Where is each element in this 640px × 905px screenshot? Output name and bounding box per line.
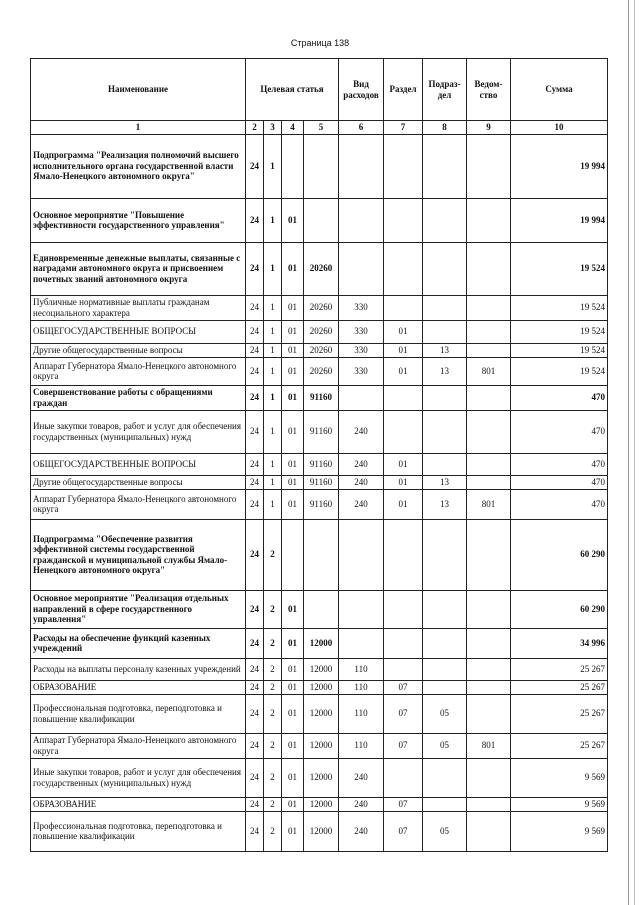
amount-cell: 25 267 <box>511 733 608 758</box>
subsection-cell <box>423 134 467 198</box>
expense-type-cell: 240 <box>339 758 384 797</box>
target-code-4: 01 <box>282 343 304 357</box>
expense-type-cell <box>339 385 384 410</box>
table-row <box>31 519 608 590</box>
expense-type-cell: 240 <box>339 453 384 475</box>
target-code-2: 24 <box>246 489 264 519</box>
department-cell: 801 <box>467 489 511 519</box>
target-code-5: 91160 <box>304 489 339 519</box>
row-name: Аппарат Губернатора Ямало-Ненецкого автономного округа <box>31 489 246 519</box>
column-number: 5 <box>304 121 339 135</box>
table-row <box>31 758 608 797</box>
section-cell <box>384 242 423 295</box>
section-cell <box>384 410 423 453</box>
target-code-5: 12000 <box>304 628 339 658</box>
target-code-3: 1 <box>264 385 282 410</box>
row-name: Профессиональная подготовка, переподготовка и повышение квалификации <box>31 811 246 851</box>
table-row <box>31 797 608 811</box>
target-code-3: 2 <box>264 658 282 680</box>
table-row <box>31 694 608 733</box>
target-code-3: 2 <box>264 733 282 758</box>
target-code-4: 01 <box>282 453 304 475</box>
target-code-3: 1 <box>264 453 282 475</box>
row-name: Подпрограмма "Обеспечение развития эффективной системы государственной гражданской и муниципальной службы Ямало-Ненецкого автономного округа" <box>31 519 246 590</box>
target-code-4: 01 <box>282 385 304 410</box>
section-cell <box>384 198 423 242</box>
target-code-4: 01 <box>282 590 304 628</box>
target-code-3: 1 <box>264 410 282 453</box>
amount-cell: 9 569 <box>511 758 608 797</box>
target-code-5 <box>304 134 339 198</box>
row-name: Другие общегосударственные вопросы <box>31 343 246 357</box>
target-code-4 <box>282 519 304 590</box>
row-name: Совершенствование работы с обращениями граждан <box>31 385 246 410</box>
section-cell <box>384 658 423 680</box>
target-code-4: 01 <box>282 357 304 385</box>
subsection-cell <box>423 385 467 410</box>
row-name: Основное мероприятие "Повышение эффективности государственного управления" <box>31 198 246 242</box>
table-row <box>31 733 608 758</box>
target-code-5: 12000 <box>304 694 339 733</box>
target-code-4: 01 <box>282 320 304 343</box>
table-row <box>31 453 608 475</box>
target-code-4: 01 <box>282 733 304 758</box>
subsection-cell: 05 <box>423 694 467 733</box>
target-code-2: 24 <box>246 343 264 357</box>
expense-type-cell: 330 <box>339 343 384 357</box>
target-code-3: 2 <box>264 758 282 797</box>
amount-cell: 34 996 <box>511 628 608 658</box>
target-code-5: 12000 <box>304 733 339 758</box>
expense-type-cell: 240 <box>339 410 384 453</box>
department-cell <box>467 658 511 680</box>
target-code-4: 01 <box>282 680 304 694</box>
amount-cell: 470 <box>511 453 608 475</box>
subsection-cell: 13 <box>423 357 467 385</box>
row-name: ОБЩЕГОСУДАРСТВЕННЫЕ ВОПРОСЫ <box>31 453 246 475</box>
department-cell <box>467 475 511 489</box>
expense-type-cell <box>339 134 384 198</box>
department-cell <box>467 410 511 453</box>
table-header-row <box>31 59 608 121</box>
target-code-2: 24 <box>246 385 264 410</box>
table-row <box>31 658 608 680</box>
amount-cell: 25 267 <box>511 694 608 733</box>
expense-type-cell: 330 <box>339 295 384 320</box>
section-cell: 01 <box>384 357 423 385</box>
scan-edge-line <box>628 0 629 905</box>
department-cell <box>467 320 511 343</box>
department-cell <box>467 134 511 198</box>
target-code-2: 24 <box>246 475 264 489</box>
amount-cell: 470 <box>511 489 608 519</box>
department-cell <box>467 343 511 357</box>
expense-type-cell: 330 <box>339 320 384 343</box>
subsection-cell: 13 <box>423 343 467 357</box>
target-code-4: 01 <box>282 758 304 797</box>
header-expense-type: Вид расходов <box>339 59 384 121</box>
column-number: 4 <box>282 121 304 135</box>
amount-cell: 19 524 <box>511 343 608 357</box>
subsection-cell <box>423 658 467 680</box>
table-row <box>31 385 608 410</box>
expense-type-cell: 240 <box>339 811 384 851</box>
table-row <box>31 475 608 489</box>
department-cell <box>467 628 511 658</box>
target-code-3: 2 <box>264 519 282 590</box>
target-code-5 <box>304 590 339 628</box>
scan-edge-line <box>634 0 635 905</box>
row-name: Публичные нормативные выплаты гражданам несоциального характера <box>31 295 246 320</box>
target-code-3: 1 <box>264 242 282 295</box>
department-cell <box>467 295 511 320</box>
subsection-cell <box>423 453 467 475</box>
target-code-3: 1 <box>264 357 282 385</box>
expense-type-cell: 110 <box>339 694 384 733</box>
expense-type-cell: 110 <box>339 658 384 680</box>
row-name: ОБРАЗОВАНИЕ <box>31 680 246 694</box>
header-target-article: Целевая статья <box>246 59 339 121</box>
amount-cell: 25 267 <box>511 680 608 694</box>
table-row <box>31 134 608 198</box>
target-code-2: 24 <box>246 628 264 658</box>
department-cell <box>467 519 511 590</box>
target-code-2: 24 <box>246 811 264 851</box>
target-code-2: 24 <box>246 320 264 343</box>
expense-type-cell: 330 <box>339 357 384 385</box>
section-cell: 07 <box>384 811 423 851</box>
section-cell: 01 <box>384 343 423 357</box>
target-code-4: 01 <box>282 242 304 295</box>
target-code-2: 24 <box>246 694 264 733</box>
department-cell <box>467 198 511 242</box>
target-code-5: 20260 <box>304 343 339 357</box>
subsection-cell <box>423 797 467 811</box>
target-code-4: 01 <box>282 811 304 851</box>
target-code-5: 20260 <box>304 320 339 343</box>
target-code-4: 01 <box>282 658 304 680</box>
subsection-cell <box>423 242 467 295</box>
section-cell: 01 <box>384 320 423 343</box>
target-code-5: 91160 <box>304 410 339 453</box>
target-code-5 <box>304 198 339 242</box>
amount-cell: 19 524 <box>511 242 608 295</box>
amount-cell: 470 <box>511 410 608 453</box>
row-name: Другие общегосударственные вопросы <box>31 475 246 489</box>
target-code-5 <box>304 519 339 590</box>
table-row <box>31 489 608 519</box>
department-cell: 801 <box>467 733 511 758</box>
table-row <box>31 357 608 385</box>
target-code-4: 01 <box>282 694 304 733</box>
target-code-2: 24 <box>246 242 264 295</box>
target-code-4: 01 <box>282 489 304 519</box>
section-cell: 07 <box>384 733 423 758</box>
amount-cell: 60 290 <box>511 519 608 590</box>
expense-type-cell: 240 <box>339 489 384 519</box>
department-cell <box>467 242 511 295</box>
department-cell <box>467 680 511 694</box>
expense-type-cell <box>339 198 384 242</box>
row-name: Расходы на обеспечение функций казенных учреждений <box>31 628 246 658</box>
page-number-label: Страница 138 <box>290 38 350 48</box>
section-cell: 01 <box>384 475 423 489</box>
table-row <box>31 811 608 851</box>
section-cell <box>384 590 423 628</box>
amount-cell: 19 524 <box>511 357 608 385</box>
section-cell <box>384 758 423 797</box>
row-name: Иные закупки товаров, работ и услуг для обеспечения государственных (муниципальных) нужд <box>31 410 246 453</box>
table-row <box>31 198 608 242</box>
subsection-cell <box>423 295 467 320</box>
target-code-5: 91160 <box>304 385 339 410</box>
target-code-2: 24 <box>246 134 264 198</box>
expense-type-cell: 110 <box>339 733 384 758</box>
column-number: 9 <box>467 121 511 135</box>
header-subsection: Подраз-дел <box>423 59 467 121</box>
table-row <box>31 680 608 694</box>
target-code-3: 1 <box>264 134 282 198</box>
table-row <box>31 628 608 658</box>
subsection-cell <box>423 628 467 658</box>
row-name: Профессиональная подготовка, переподготовка и повышение квалификации <box>31 694 246 733</box>
column-number: 6 <box>339 121 384 135</box>
target-code-4: 01 <box>282 628 304 658</box>
target-code-5: 12000 <box>304 658 339 680</box>
amount-cell: 19 524 <box>511 295 608 320</box>
target-code-2: 24 <box>246 453 264 475</box>
subsection-cell: 13 <box>423 489 467 519</box>
target-code-3: 1 <box>264 343 282 357</box>
row-name: Иные закупки товаров, работ и услуг для обеспечения государственных (муниципальных) нужд <box>31 758 246 797</box>
section-cell: 07 <box>384 680 423 694</box>
expense-type-cell: 240 <box>339 797 384 811</box>
target-code-4 <box>282 134 304 198</box>
target-code-3: 1 <box>264 489 282 519</box>
target-code-3: 2 <box>264 811 282 851</box>
target-code-5: 91160 <box>304 475 339 489</box>
department-cell <box>467 590 511 628</box>
section-cell <box>384 385 423 410</box>
department-cell <box>467 453 511 475</box>
column-number: 7 <box>384 121 423 135</box>
amount-cell: 19 994 <box>511 134 608 198</box>
target-code-2: 24 <box>246 658 264 680</box>
section-cell: 07 <box>384 694 423 733</box>
subsection-cell: 13 <box>423 475 467 489</box>
target-code-2: 24 <box>246 295 264 320</box>
target-code-5: 20260 <box>304 295 339 320</box>
target-code-2: 24 <box>246 758 264 797</box>
department-cell <box>467 385 511 410</box>
budget-table <box>30 58 608 852</box>
header-amount: Сумма <box>511 59 608 121</box>
column-number: 2 <box>246 121 264 135</box>
subsection-cell <box>423 198 467 242</box>
section-cell <box>384 134 423 198</box>
target-code-2: 24 <box>246 410 264 453</box>
section-cell <box>384 295 423 320</box>
amount-cell: 470 <box>511 385 608 410</box>
column-number: 10 <box>511 121 608 135</box>
department-cell <box>467 694 511 733</box>
subsection-cell <box>423 680 467 694</box>
subsection-cell: 05 <box>423 811 467 851</box>
subsection-cell <box>423 410 467 453</box>
row-name: ОБЩЕГОСУДАРСТВЕННЫЕ ВОПРОСЫ <box>31 320 246 343</box>
subsection-cell <box>423 519 467 590</box>
department-cell: 801 <box>467 357 511 385</box>
subsection-cell <box>423 590 467 628</box>
expense-type-cell <box>339 242 384 295</box>
department-cell <box>467 758 511 797</box>
amount-cell: 470 <box>511 475 608 489</box>
expense-type-cell: 110 <box>339 680 384 694</box>
amount-cell: 9 569 <box>511 811 608 851</box>
subsection-cell <box>423 320 467 343</box>
row-name: ОБРАЗОВАНИЕ <box>31 797 246 811</box>
target-code-3: 1 <box>264 198 282 242</box>
column-number: 1 <box>31 121 246 135</box>
table-row <box>31 242 608 295</box>
amount-cell: 19 994 <box>511 198 608 242</box>
target-code-5: 12000 <box>304 680 339 694</box>
row-name: Подпрограмма "Реализация полномочий высшего исполнительного органа государственной власти Ямало-Ненецкого автономного округа" <box>31 134 246 198</box>
target-code-4: 01 <box>282 295 304 320</box>
target-code-2: 24 <box>246 797 264 811</box>
column-number: 3 <box>264 121 282 135</box>
target-code-3: 1 <box>264 320 282 343</box>
row-name: Единовременные денежные выплаты, связанные с наградами автономного округа и присвоением почетных званий автономного округа <box>31 242 246 295</box>
target-code-5: 20260 <box>304 357 339 385</box>
amount-cell: 25 267 <box>511 658 608 680</box>
row-name: Основное мероприятие "Реализация отдельных направлений в сфере государственного управления" <box>31 590 246 628</box>
subsection-cell <box>423 758 467 797</box>
header-name: Наименование <box>31 59 246 121</box>
expense-type-cell: 240 <box>339 475 384 489</box>
target-code-2: 24 <box>246 519 264 590</box>
table-row <box>31 590 608 628</box>
section-cell: 01 <box>384 489 423 519</box>
target-code-4: 01 <box>282 797 304 811</box>
target-code-3: 2 <box>264 694 282 733</box>
target-code-4: 01 <box>282 410 304 453</box>
target-code-4: 01 <box>282 198 304 242</box>
section-cell: 07 <box>384 797 423 811</box>
row-name: Аппарат Губернатора Ямало-Ненецкого автономного округа <box>31 357 246 385</box>
table-row <box>31 320 608 343</box>
target-code-5: 20260 <box>304 242 339 295</box>
amount-cell: 9 569 <box>511 797 608 811</box>
target-code-2: 24 <box>246 680 264 694</box>
expense-type-cell <box>339 628 384 658</box>
section-cell <box>384 519 423 590</box>
amount-cell: 60 290 <box>511 590 608 628</box>
section-cell <box>384 628 423 658</box>
header-department: Ведом-ство <box>467 59 511 121</box>
amount-cell: 19 524 <box>511 320 608 343</box>
target-code-3: 2 <box>264 680 282 694</box>
row-name: Аппарат Губернатора Ямало-Ненецкого автономного округа <box>31 733 246 758</box>
target-code-2: 24 <box>246 733 264 758</box>
target-code-5: 12000 <box>304 811 339 851</box>
target-code-5: 12000 <box>304 797 339 811</box>
target-code-5: 12000 <box>304 758 339 797</box>
expense-type-cell <box>339 519 384 590</box>
row-name: Расходы на выплаты персоналу казенных учреждений <box>31 658 246 680</box>
header-section: Раздел <box>384 59 423 121</box>
subsection-cell: 05 <box>423 733 467 758</box>
target-code-3: 2 <box>264 590 282 628</box>
table-row <box>31 410 608 453</box>
target-code-3: 2 <box>264 628 282 658</box>
column-number: 8 <box>423 121 467 135</box>
target-code-3: 2 <box>264 797 282 811</box>
expense-type-cell <box>339 590 384 628</box>
department-cell <box>467 797 511 811</box>
column-number-row <box>31 121 608 135</box>
target-code-2: 24 <box>246 357 264 385</box>
target-code-2: 24 <box>246 590 264 628</box>
department-cell <box>467 811 511 851</box>
target-code-3: 1 <box>264 475 282 489</box>
section-cell: 01 <box>384 453 423 475</box>
target-code-2: 24 <box>246 198 264 242</box>
table-row <box>31 343 608 357</box>
target-code-3: 1 <box>264 295 282 320</box>
target-code-5: 91160 <box>304 453 339 475</box>
table-row <box>31 295 608 320</box>
target-code-4: 01 <box>282 475 304 489</box>
